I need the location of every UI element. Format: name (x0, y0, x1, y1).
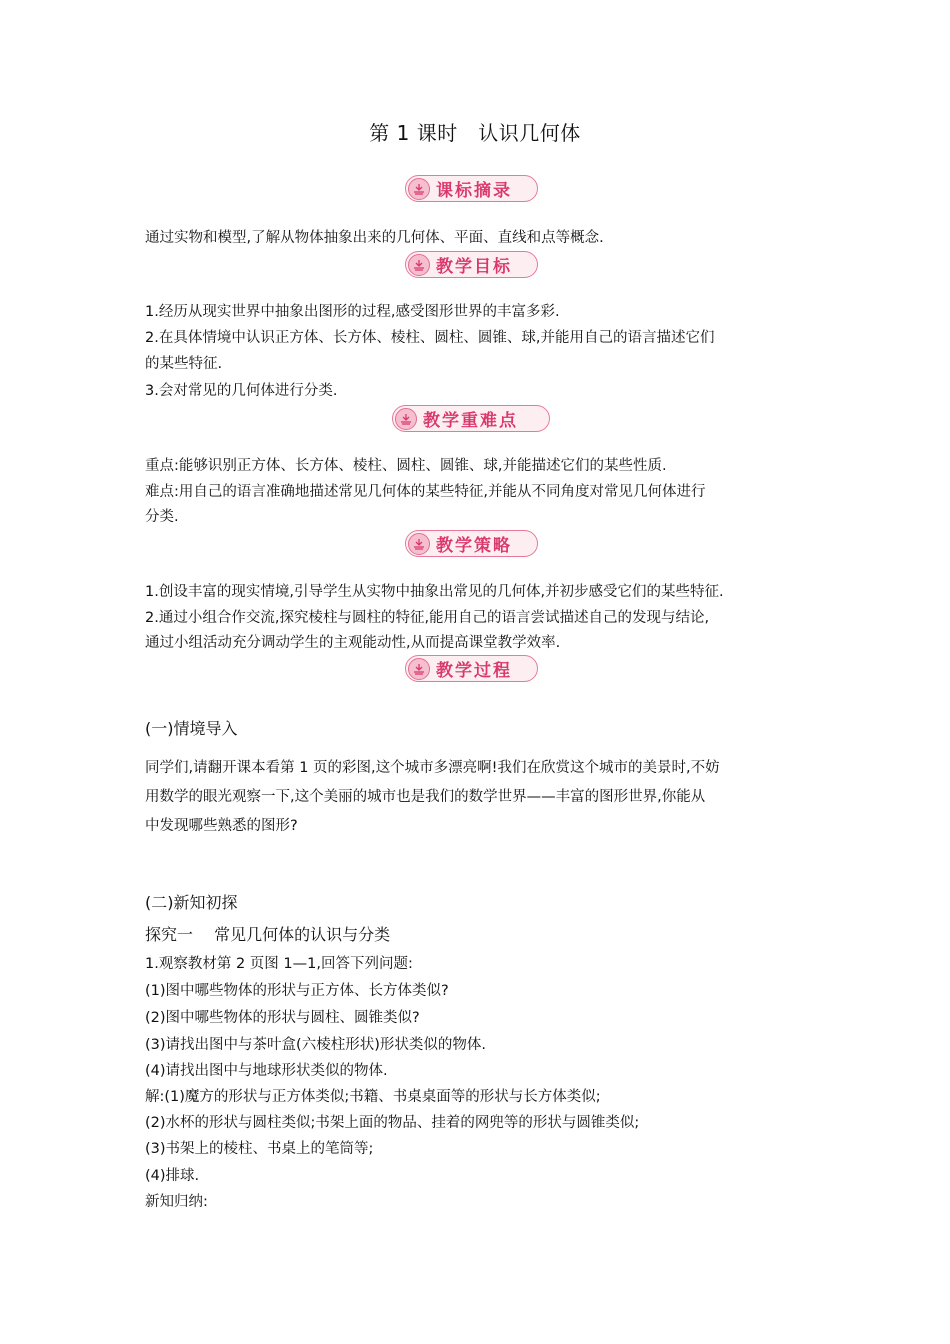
badge-guocheng (405, 655, 538, 682)
section-line: 中发现哪些熟悉的图形? (145, 818, 298, 834)
section-line: 1.观察教材第 2 页图 1—1,回答下列问题: (145, 956, 413, 972)
mubiao-line: 的某些特征. (145, 356, 223, 372)
book-icon (408, 178, 430, 200)
kebiao-text: 通过实物和模型,了解从物体抽象出来的几何体、平面、直线和点等概念. (145, 230, 604, 246)
zhongnan-line: 难点:用自己的语言准确地描述常见几何体的某些特征,并能从不同角度对常见几何体进行 (145, 484, 706, 500)
section-line: 解:(1)魔方的形状与正方体类似;书籍、书桌桌面等的形状与长方体类似; (145, 1089, 601, 1105)
book-icon (408, 658, 430, 680)
badge-label: 课标摘录 (436, 181, 512, 201)
badge-label: 教学策略 (436, 536, 512, 556)
section-heading: (二)新知初探 (145, 893, 238, 912)
badge-zhongnan (392, 405, 550, 432)
celue-line: 通过小组活动充分调动学生的主观能动性,从而提高课堂教学效率. (145, 635, 561, 651)
badge-label: 教学重难点 (423, 411, 518, 431)
badge-mubiao (405, 251, 538, 278)
section-line: (3)书架上的棱柱、书桌上的笔筒等; (145, 1141, 374, 1157)
celue-line: 2.通过小组合作交流,探究棱柱与圆柱的特征,能用自己的语言尝试描述自己的发现与结论, (145, 610, 710, 626)
badge-label: 教学过程 (436, 661, 512, 681)
section-line: (2)水杯的形状与圆柱类似;书架上面的物品、挂着的网兜等的形状与圆锥类似; (145, 1115, 640, 1131)
badge-label: 教学目标 (436, 257, 512, 277)
section-line: (4)排球. (145, 1168, 200, 1184)
mubiao-line: 1.经历从现实世界中抽象出图形的过程,感受图形世界的丰富多彩. (145, 304, 560, 320)
section-line: 用数学的眼光观察一下,这个美丽的城市也是我们的数学世界——丰富的图形世界,你能从 (145, 789, 706, 805)
section-line: (1)图中哪些物体的形状与正方体、长方体类似? (145, 983, 449, 999)
mubiao-line: 3.会对常见的几何体进行分类. (145, 383, 338, 399)
section-line: 新知归纳: (145, 1194, 208, 1210)
zhongnan-line: 分类. (145, 509, 179, 525)
section-line: (2)图中哪些物体的形状与圆柱、圆锥类似? (145, 1010, 420, 1026)
section-line: (3)请找出图中与茶叶盒(六棱柱形状)形状类似的物体. (145, 1037, 486, 1053)
section-line: (4)请找出图中与地球形状类似的物体. (145, 1063, 388, 1079)
book-icon (395, 408, 417, 430)
book-icon (408, 533, 430, 555)
section-subheading: 探究一 常见几何体的认识与分类 (145, 925, 391, 944)
page-title: 第 1 课时 认识几何体 (369, 121, 581, 145)
section-heading: (一)情境导入 (145, 719, 238, 738)
badge-celue (405, 530, 538, 557)
section-line: 同学们,请翻开课本看第 1 页的彩图,这个城市多漂亮啊!我们在欣赏这个城市的美景时,不妨 (145, 760, 720, 776)
badge-kebiao (405, 175, 538, 202)
celue-line: 1.创设丰富的现实情境,引导学生从实物中抽象出常见的几何体,并初步感受它们的某些特征. (145, 584, 724, 600)
zhongnan-line: 重点:能够识别正方体、长方体、棱柱、圆柱、圆锥、球,并能描述它们的某些性质. (145, 458, 667, 474)
book-icon (408, 254, 430, 276)
mubiao-line: 2.在具体情境中认识正方体、长方体、棱柱、圆柱、圆锥、球,并能用自己的语言描述它们 (145, 330, 715, 346)
